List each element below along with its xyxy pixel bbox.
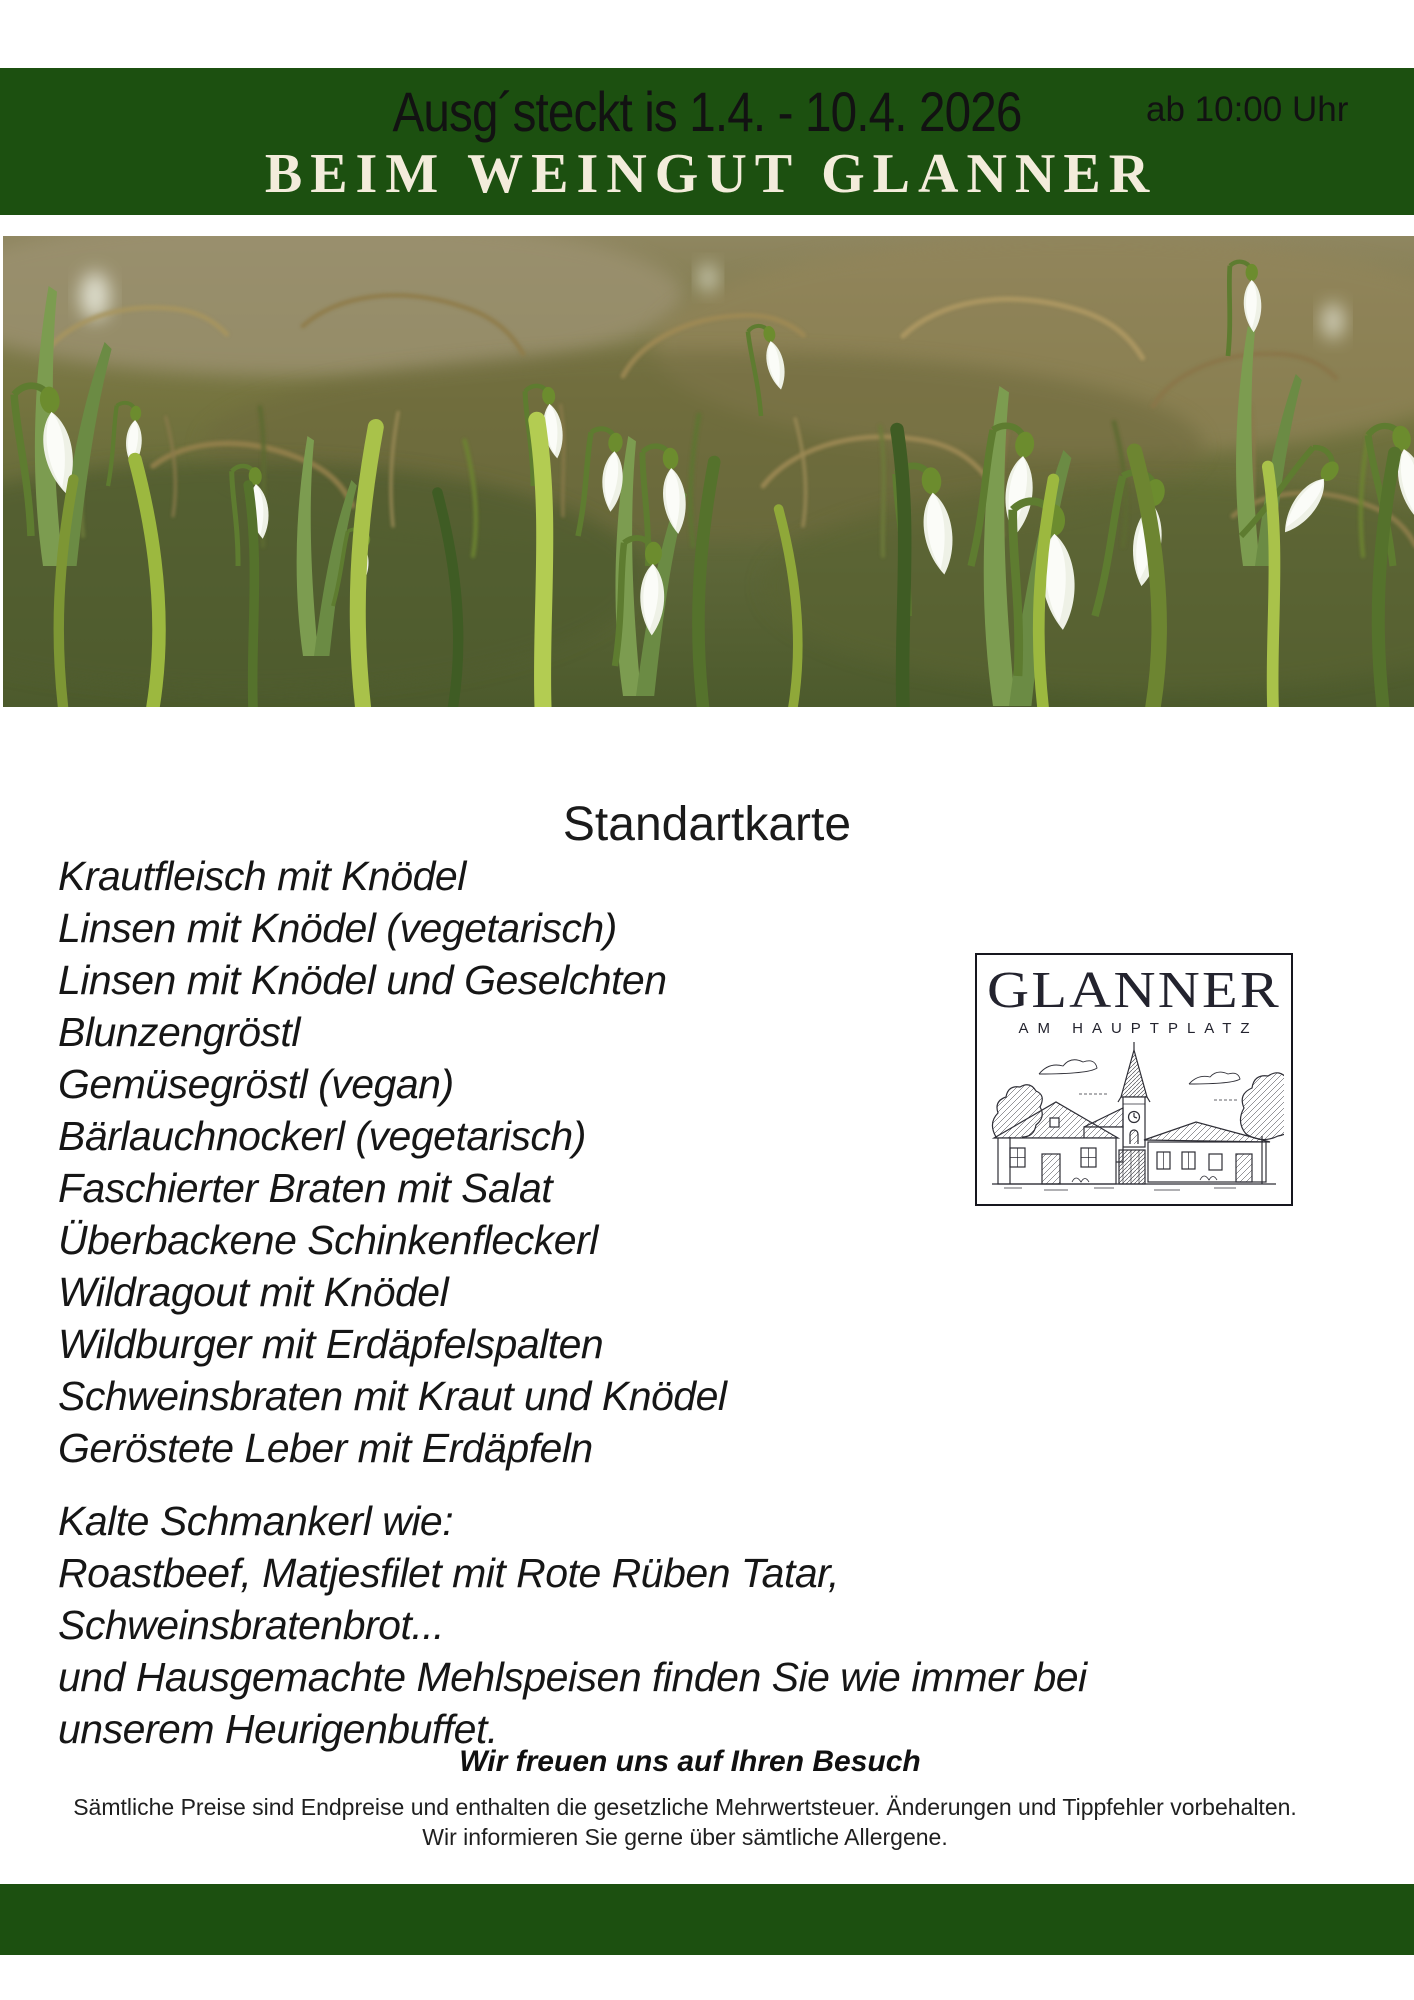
cold-section-line: Roastbeef, Matjesfilet mit Rote Rüben Tatar,	[58, 1550, 839, 1596]
fineprint	[0, 1792, 1370, 1852]
menu-item: Linsen mit Knödel (vegetarisch)	[58, 905, 617, 951]
menu-item: Faschierter Braten mit Salat	[58, 1165, 553, 1211]
menu-item: Wildburger mit Erdäpfelspalten	[58, 1321, 604, 1367]
menu-item: Blunzengröstl	[58, 1009, 300, 1055]
banner-dates-line: Ausg´steckt is 1.4. - 10.4. 2026	[392, 80, 1022, 143]
menu-item: Wildragout mit Knödel	[58, 1269, 449, 1315]
menu-item: Schweinsbraten mit Kraut und Knödel	[58, 1373, 727, 1419]
menu-list	[58, 850, 727, 1474]
closing-line: Wir freuen uns auf Ihren Besuch	[459, 1745, 921, 1778]
menu-heading: Standartkarte	[562, 798, 852, 852]
cold-dishes-section	[58, 1495, 1087, 1755]
fineprint-line-1: Sämtliche Preise sind Endpreise und enthalten die gesetzliche Mehrwertsteuer. Änderungen und Tippfehler vorbehalten.	[73, 1794, 1297, 1820]
cold-section-line: Schweinsbratenbrot...	[58, 1602, 445, 1648]
cold-section-line: und Hausgemachte Mehlspeisen finden Sie wie immer bei	[58, 1654, 1087, 1700]
fineprint-line-2: Wir informieren Sie gerne über sämtliche Allergene.	[422, 1824, 948, 1850]
menu-item: Bärlauchnockerl (vegetarisch)	[58, 1113, 586, 1159]
header-banner	[0, 68, 1414, 215]
snowdrops-photo	[3, 236, 1414, 707]
footer-bar	[0, 1884, 1414, 1955]
menu-item: Krautfleisch mit Knödel	[58, 853, 466, 899]
snowdrops-photo-illustration	[3, 236, 1414, 707]
menu-item: Gemüsegröstl (vegan)	[58, 1061, 454, 1107]
banner-opening-time: ab 10:00 Uhr	[1146, 90, 1349, 129]
logo-subtitle: AM HAUPTPLATZ	[1018, 1020, 1259, 1037]
logo-wordmark: GLANNER	[987, 962, 1281, 1019]
village-sketch-icon	[984, 1042, 1284, 1202]
menu-item: Überbackene Schinkenfleckerl	[58, 1217, 598, 1263]
menu-item: Geröstete Leber mit Erdäpfeln	[58, 1425, 593, 1471]
cold-section-line: unserem Heurigenbuffet.	[58, 1706, 498, 1752]
menu-item: Linsen mit Knödel und Geselchten	[58, 957, 667, 1003]
banner-title: BEIM WEINGUT GLANNER	[264, 143, 1158, 205]
glanner-logo	[975, 953, 1293, 1206]
cold-section-line: Kalte Schmankerl wie:	[58, 1498, 454, 1544]
